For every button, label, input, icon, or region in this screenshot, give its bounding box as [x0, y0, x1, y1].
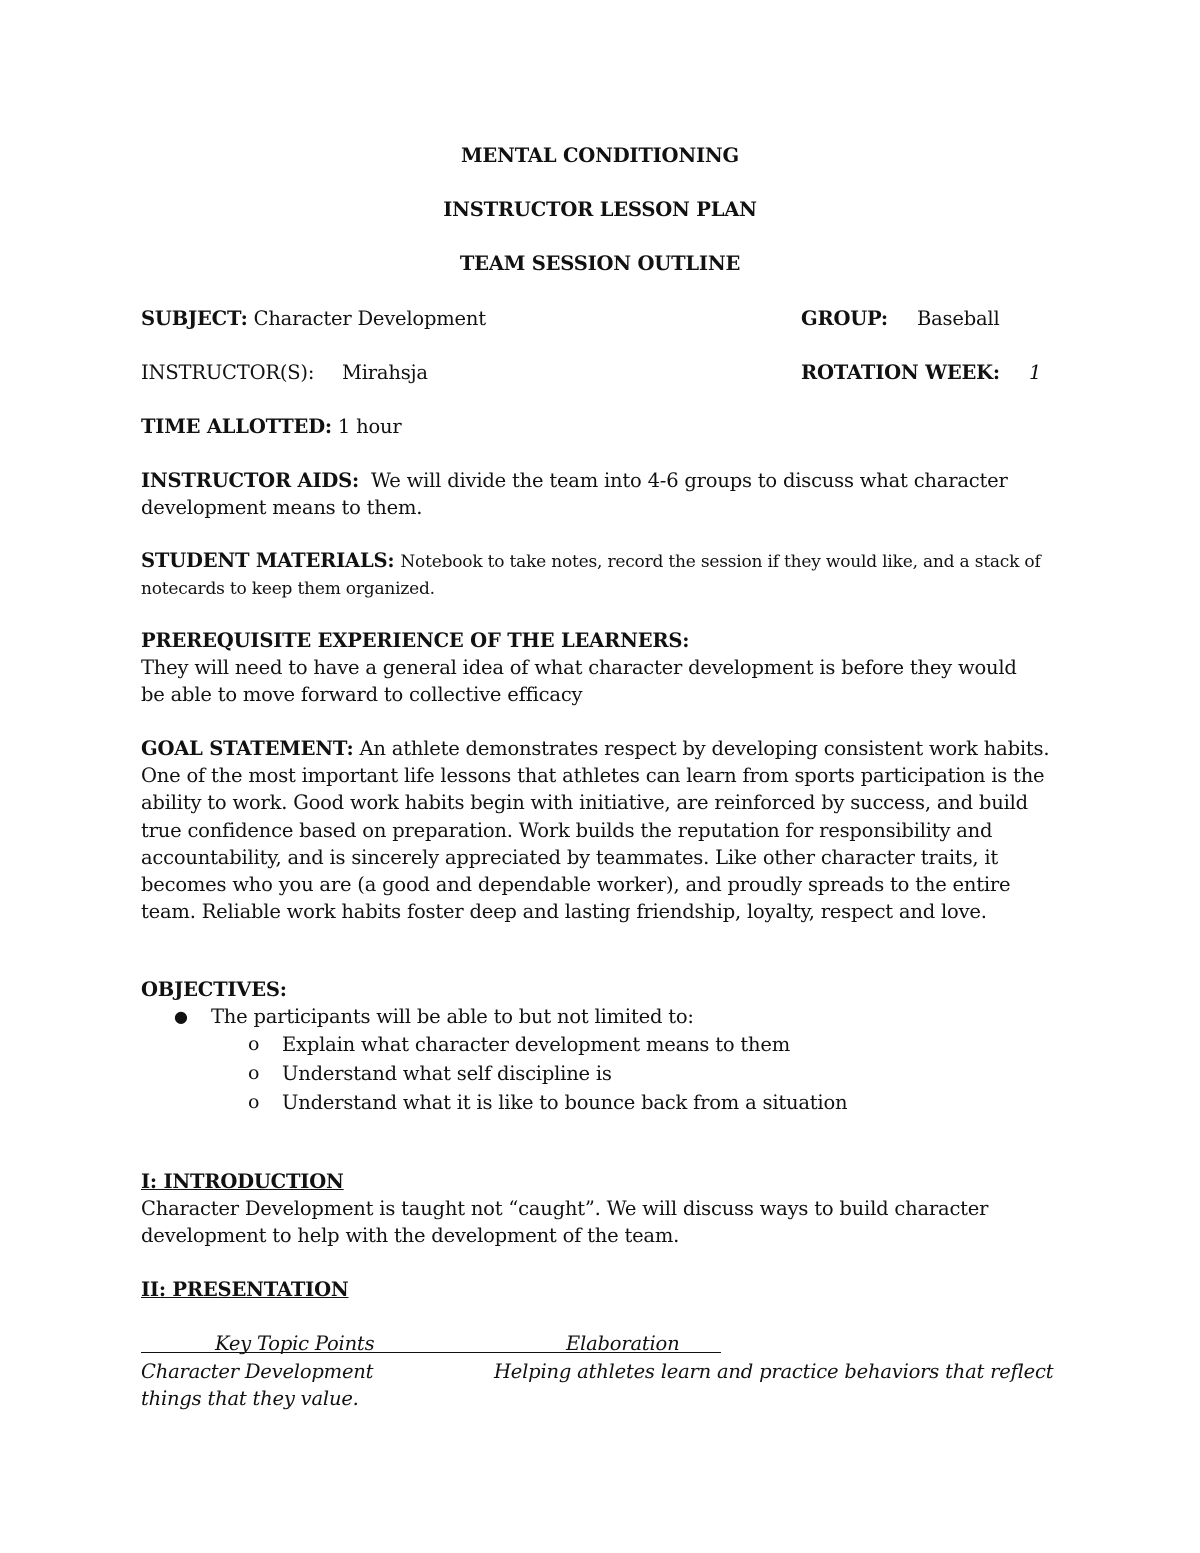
elaboration-continuation: things that they value.: [141, 1387, 359, 1410]
time-allotted-field: [141, 413, 402, 440]
instructor-aids-text: We will divide the team into 4-6 groups to discuss what character development means to them.: [141, 469, 1008, 520]
list-marker: o: [248, 1033, 260, 1055]
instructor-aids-section: [141, 467, 1021, 521]
title-session-outline: TEAM SESSION OUTLINE: [459, 252, 741, 275]
time-allotted-label: TIME ALLOTTED:: [141, 415, 332, 438]
group-value: Baseball: [917, 307, 1000, 330]
presentation-heading: II: PRESENTATION: [141, 1278, 349, 1301]
subject-label: SUBJECT:: [141, 307, 248, 330]
instructor-value: Mirahsja: [342, 361, 428, 384]
objective-item: Understand what it is like to bounce back from a situation: [282, 1091, 848, 1114]
instructor-label: INSTRUCTOR(S):: [141, 361, 315, 384]
goal-statement-section: [141, 735, 1056, 925]
student-materials-label: STUDENT MATERIALS:: [141, 549, 395, 572]
list-marker: o: [248, 1062, 260, 1084]
prerequisite-text: They will need to have a general idea of what character development is before they would be able to move forward to collective efficacy: [141, 656, 1017, 707]
objectives-lead: The participants will be able to but not limited to:: [211, 1005, 694, 1028]
introduction-text: Character Development is taught not “caught”. We will discuss ways to build character development to help with the development of the team.: [141, 1197, 989, 1248]
subject-field: [141, 305, 486, 332]
key-topic-points-header: Key Topic Points: [215, 1332, 375, 1355]
elaboration-cell: Helping athletes learn and practice behaviors that reflect: [494, 1360, 1054, 1383]
subject-value: Character Development: [253, 307, 486, 330]
student-materials-text: Notebook to take notes, record the session if they would like, and a stack of notecards to keep them organized.: [141, 552, 1041, 599]
rotation-week-value: 1: [1029, 361, 1042, 384]
table-header-underline: [141, 1352, 721, 1353]
goal-statement-text: An athlete demonstrates respect by developing consistent work habits. One of the most important life lessons that athletes can learn from sports participation is the ability to work. Good work habits begin with initiative, are reinforced by success, and build true confidence based on preparation. Work builds the reputation for responsibility and accountability, and is sincerely appreciated by teammates. Like other character traits, it becomes who you are (a good and dependable worker), and proudly spreads to the entire team. Reliable work habits foster deep and lasting friendship, loyalty, respect and love.: [141, 737, 1050, 924]
list-marker: o: [248, 1091, 260, 1113]
title-mental-conditioning: MENTAL CONDITIONING: [461, 144, 739, 167]
student-materials-section: [141, 548, 1051, 602]
rotation-week-label: ROTATION WEEK:: [801, 361, 1000, 384]
instructor-aids-label: INSTRUCTOR AIDS:: [141, 469, 360, 492]
objectives-label: OBJECTIVES:: [141, 978, 287, 1001]
objective-item: Understand what self discipline is: [282, 1062, 612, 1085]
group-label: GROUP:: [801, 307, 888, 330]
prerequisite-label: PREREQUISITE EXPERIENCE OF THE LEARNERS:: [141, 629, 690, 652]
topic-cell: Character Development: [141, 1360, 374, 1383]
title-lesson-plan: INSTRUCTOR LESSON PLAN: [443, 198, 757, 221]
objective-item: Explain what character development means to them: [282, 1033, 791, 1056]
elaboration-header: Elaboration: [566, 1332, 680, 1355]
time-allotted-value: 1 hour: [337, 415, 402, 438]
introduction-heading: I: INTRODUCTION: [141, 1170, 344, 1193]
bullet-icon: ●: [174, 1007, 188, 1026]
goal-statement-label: GOAL STATEMENT:: [141, 737, 354, 760]
